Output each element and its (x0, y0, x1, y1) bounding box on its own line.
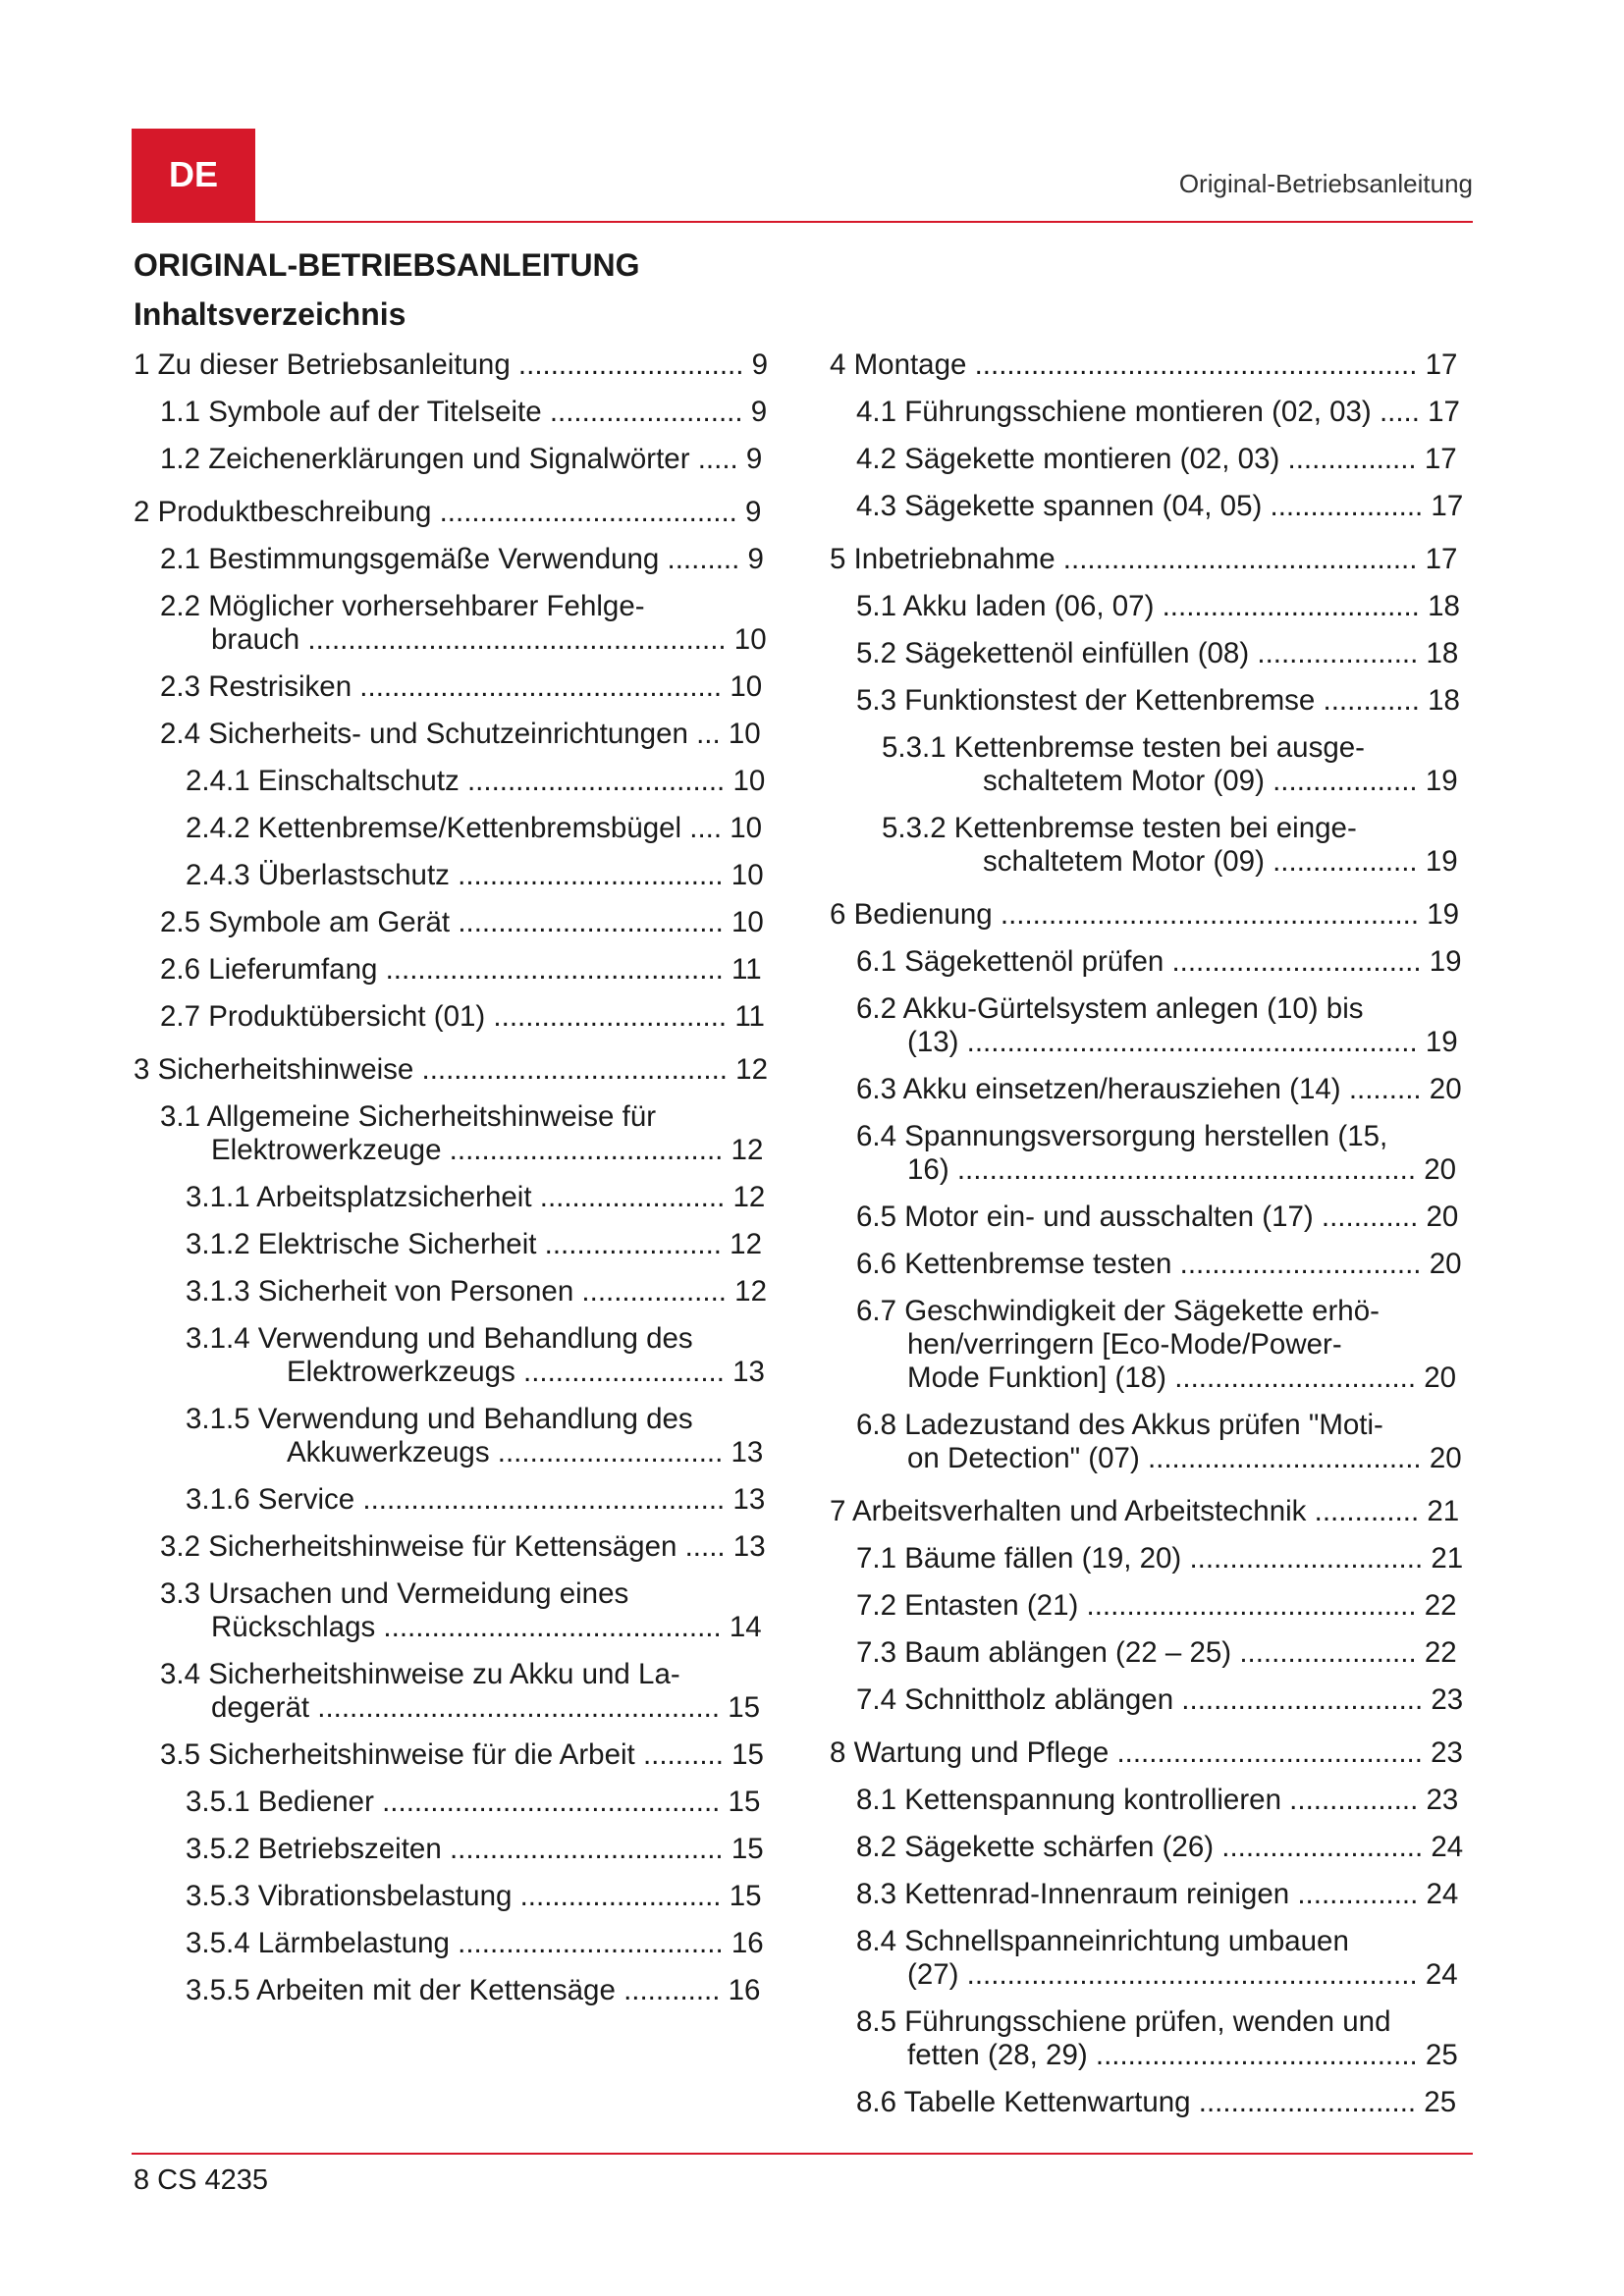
toc-entry-text: 1 Zu dieser Betriebsanleitung (134, 348, 511, 381)
toc-entry-text: (13) (907, 1026, 959, 1058)
dot-leader: ............ (1315, 684, 1420, 717)
toc-entry[interactable] (830, 543, 1468, 576)
dot-leader: ...................................... (413, 1053, 728, 1086)
toc-page-number: 15 (723, 1738, 764, 1771)
toc-entry[interactable] (856, 684, 1468, 718)
dot-leader: ............................ (489, 1436, 724, 1468)
toc-page-number: 15 (723, 1833, 764, 1865)
toc-entry-text: 3.5.2 Betriebszeiten (186, 1833, 442, 1865)
toc-page-number: 20 (1421, 1073, 1462, 1105)
toc-entry-text: 7 Arbeitsverhalten und Arbeitstechnik (830, 1495, 1307, 1527)
dot-leader: ............. (1306, 1495, 1420, 1527)
toc-entry-text: Rückschlags (211, 1611, 376, 1643)
toc-entry-text: 3.1.3 Sicherheit von Personen (186, 1275, 574, 1308)
toc-entry[interactable] (882, 812, 1468, 879)
footer-page-label: 8 CS 4235 (134, 2164, 269, 2196)
toc-entry-text: Mode Funktion] (18) (907, 1362, 1166, 1394)
dot-leader: ................... (1262, 490, 1424, 522)
dot-leader: ..... (677, 1530, 726, 1563)
toc-entry[interactable] (186, 1786, 772, 1819)
toc-entry[interactable] (134, 1053, 772, 1087)
dot-leader: ............................................. (352, 670, 723, 703)
toc-entry[interactable] (856, 1295, 1468, 1395)
toc-page-number: 17 (1416, 443, 1457, 475)
toc-entry[interactable] (856, 2005, 1468, 2072)
dot-leader: ............ (615, 1974, 721, 2006)
toc-entry[interactable] (856, 1073, 1468, 1106)
toc-page-number: 9 (737, 443, 763, 475)
toc-entry[interactable] (856, 1542, 1468, 1575)
toc-entry[interactable] (186, 1275, 772, 1308)
toc-entry[interactable] (856, 1589, 1468, 1623)
toc-page-number: 19 (1419, 898, 1460, 931)
toc-entry[interactable] (856, 637, 1468, 670)
dot-leader: ............................. (485, 1000, 728, 1033)
toc-page-number: 13 (725, 1530, 766, 1563)
toc-page-number: 9 (739, 543, 764, 575)
toc-page-number: 22 (1416, 1636, 1457, 1669)
dot-leader: ......................... (514, 1356, 725, 1388)
toc-entry-text: 3.1.1 Arbeitsplatzsicherheit (186, 1181, 532, 1213)
toc-entry-text: 7.4 Schnittholz ablängen (856, 1683, 1174, 1716)
toc-page-number: 20 (1416, 1153, 1457, 1186)
dot-leader: ............................. (1181, 1542, 1424, 1575)
toc-entry[interactable] (186, 1483, 772, 1517)
toc-entry-text: 3.1.6 Service (186, 1483, 355, 1516)
toc-entry-text: Elektrowerkzeuge (211, 1134, 442, 1166)
toc-entry-text: 6.2 Akku-Gürtelsystem anlegen (10) bis (856, 992, 1364, 1025)
toc-entry-text: 3.4 Sicherheitshinweise zu Akku und La- (160, 1658, 680, 1690)
toc-entry-text: 3.5.1 Bediener (186, 1786, 374, 1818)
toc-entry[interactable] (856, 490, 1468, 523)
dot-leader: ............................ (510, 348, 744, 381)
toc-entry[interactable] (186, 812, 772, 845)
toc-entry[interactable] (856, 396, 1468, 429)
toc-entry[interactable] (856, 1120, 1468, 1187)
toc-entry-text: 7.2 Entasten (21) (856, 1589, 1079, 1622)
toc-entry-text: 8.5 Führungsschiene prüfen, wenden und (856, 2005, 1391, 2038)
toc-entry[interactable] (186, 859, 772, 892)
toc-entry-text: 2.4.3 Überlastschutz (186, 859, 450, 891)
footer-divider (132, 2153, 1473, 2155)
toc-entry[interactable] (856, 443, 1468, 476)
toc-entry[interactable] (856, 992, 1468, 1059)
toc-entry-text: 6.3 Akku einsetzen/herausziehen (14) (856, 1073, 1341, 1105)
toc-page-number: 19 (1417, 1026, 1458, 1058)
toc-page-number: 25 (1417, 2039, 1458, 2071)
toc-entry-text: 6.6 Kettenbremse testen (856, 1248, 1172, 1280)
dot-leader: ..................................... (431, 496, 737, 528)
toc-entry[interactable] (856, 1248, 1468, 1281)
dot-leader: ........................................ (1087, 2039, 1418, 2071)
toc-page-number: 10 (726, 623, 767, 656)
toc-page-number: 11 (723, 953, 762, 986)
toc-entry-text: 2.3 Restrisiken (160, 670, 352, 703)
dot-leader: ..... (689, 443, 738, 475)
toc-entry-text: 2 Produktbeschreibung (134, 496, 432, 528)
toc-entry-text: 3.5 Sicherheitshinweise für die Arbeit (160, 1738, 635, 1771)
toc-entry[interactable] (856, 1636, 1468, 1670)
dot-leader: .................. (1264, 845, 1418, 878)
toc-entry-text: 3.5.5 Arbeiten mit der Kettensäge (186, 1974, 616, 2006)
toc-entry-text: on Detection" (07) (907, 1442, 1140, 1474)
toc-entry-text: 3.1.2 Elektrische Sicherheit (186, 1228, 537, 1260)
toc-entry-text: 2.7 Produktübersicht (01) (160, 1000, 486, 1033)
dot-leader: ........................................................ (958, 1026, 1418, 1058)
toc-entry-text: brauch (211, 623, 300, 656)
toc-entry[interactable] (186, 1880, 772, 1913)
toc-page-number: 10 (723, 906, 764, 938)
toc-page-number: 25 (1416, 2086, 1457, 2118)
dot-leader: .................................................... (299, 623, 727, 656)
dot-leader: .................................. (441, 1833, 724, 1865)
toc-entry[interactable] (186, 1403, 772, 1469)
toc-entry[interactable] (160, 1738, 772, 1772)
dot-leader: ... (687, 718, 721, 750)
dot-leader: .................................. (441, 1134, 724, 1166)
dot-leader: ....................................................... (966, 348, 1418, 381)
toc-heading: Inhaltsverzeichnis (134, 296, 406, 332)
toc-page-number: 15 (720, 1786, 761, 1818)
toc-page-number: 20 (1418, 1201, 1459, 1233)
toc-entry[interactable] (856, 1831, 1468, 1864)
toc-entry[interactable] (186, 1228, 772, 1261)
toc-entry-text: 6.5 Motor ein- und ausschalten (17) (856, 1201, 1314, 1233)
toc-entry-text: 8 Wartung und Pflege (830, 1736, 1110, 1769)
toc-page-number: 10 (722, 812, 763, 844)
toc-entry[interactable] (186, 1833, 772, 1866)
dot-leader: ........................ (541, 396, 743, 428)
toc-entry[interactable] (160, 1100, 772, 1167)
dot-leader: ................................. (450, 906, 724, 938)
dot-leader: .................................................... (992, 898, 1420, 931)
toc-page-number: 22 (1416, 1589, 1457, 1622)
toc-entry-text: hen/verringern [Eco-Mode/Power- (907, 1328, 1342, 1361)
toc-entry-text: 2.4.1 Einschaltschutz (186, 765, 460, 797)
toc-page-number: 9 (742, 396, 768, 428)
dot-leader: ...................................... (1109, 1736, 1423, 1769)
toc-entry[interactable] (186, 765, 772, 798)
toc-page-number: 15 (721, 1880, 762, 1912)
toc-entry[interactable] (856, 2086, 1468, 2119)
toc-entry-text: schaltetem Motor (09) (983, 845, 1265, 878)
toc-entry-text: 8.1 Kettenspannung kontrollieren (856, 1784, 1281, 1816)
toc-entry[interactable] (160, 1577, 772, 1644)
toc-entry-text: schaltetem Motor (09) (983, 765, 1265, 797)
toc-page-number: 20 (1421, 1442, 1462, 1474)
toc-entry-text: 2.6 Lieferumfang (160, 953, 378, 986)
toc-page-number: 17 (1417, 543, 1458, 575)
toc-page-number: 13 (725, 1483, 766, 1516)
toc-page-number: 17 (1419, 396, 1460, 428)
toc-entry-text: (27) (907, 1958, 959, 1991)
toc-entry[interactable] (830, 348, 1468, 382)
toc-entry-text: 6.1 Sägekettenöl prüfen (856, 945, 1164, 978)
dot-leader: ......................... (1214, 1831, 1424, 1863)
toc-entry-text: Akkuwerkzeugs (287, 1436, 490, 1468)
toc-entry[interactable] (856, 590, 1468, 623)
toc-page-number: 17 (1417, 348, 1458, 381)
toc-entry-text: 8.6 Tabelle Kettenwartung (856, 2086, 1191, 2118)
dot-leader: ......... (1340, 1073, 1422, 1105)
toc-page-number: 23 (1418, 1784, 1459, 1816)
toc-page-number: 19 (1417, 845, 1458, 878)
toc-entry-text: Elektrowerkzeugs (287, 1356, 515, 1388)
dot-leader: .................................. (1139, 1442, 1422, 1474)
toc-entry[interactable] (160, 396, 772, 429)
dot-leader: ............................................. (354, 1483, 726, 1516)
toc-entry-text: 4.2 Sägekette montieren (02, 03) (856, 443, 1280, 475)
dot-leader: ............................... (1164, 945, 1422, 978)
toc-entry-text: 5.3 Funktionstest der Kettenbremse (856, 684, 1316, 717)
dot-leader: ................................. (449, 1927, 724, 1959)
dot-leader: ........................................................ (958, 1958, 1418, 1991)
toc-entry[interactable] (186, 1927, 772, 1960)
toc-entry[interactable] (830, 1495, 1468, 1528)
header-divider (132, 221, 1473, 223)
toc-page-number: 11 (727, 1000, 765, 1033)
toc-page-number: 12 (725, 1181, 766, 1213)
toc-entry[interactable] (160, 953, 772, 987)
toc-entry-text: 8.3 Kettenrad-Innenraum reinigen (856, 1878, 1290, 1910)
dot-leader: ......... (659, 543, 740, 575)
toc-entry[interactable] (186, 1181, 772, 1214)
dot-leader: .......................................... (375, 1611, 722, 1643)
toc-entry[interactable] (134, 496, 772, 529)
dot-leader: ...................... (1231, 1636, 1417, 1669)
toc-entry-text: fetten (28, 29) (907, 2039, 1088, 2071)
toc-entry-text: 3.1.4 Verwendung und Behandlung des (186, 1322, 693, 1355)
toc-page-number: 12 (726, 1275, 767, 1308)
toc-entry-text: 6.4 Spannungsversorgung herstellen (15, (856, 1120, 1388, 1152)
toc-page-number: 19 (1421, 945, 1462, 978)
toc-entry-text: 2.4 Sicherheits- und Schutzeinrichtungen (160, 718, 688, 750)
toc-entry-text: 4.1 Führungsschiene montieren (02, 03) (856, 396, 1372, 428)
dot-leader: ............................................ (1055, 543, 1418, 575)
toc-entry[interactable] (160, 543, 772, 576)
dot-leader: .............................. (1173, 1683, 1424, 1716)
dot-leader: ....................... (531, 1181, 726, 1213)
toc-entry-text: 5.3.1 Kettenbremse testen bei ausge- (882, 731, 1365, 764)
dot-leader: ......................................................... (948, 1153, 1417, 1186)
toc-entry[interactable] (186, 1322, 772, 1389)
dot-leader: .......... (634, 1738, 724, 1771)
toc-page-number: 9 (736, 496, 762, 528)
toc-page-number: 24 (1417, 1958, 1458, 1991)
document-title: ORIGINAL-BETRIEBSANLEITUNG (134, 247, 640, 283)
toc-entry-text: 3.5.4 Lärmbelastung (186, 1927, 450, 1959)
toc-entry-text: 4 Montage (830, 348, 967, 381)
toc-entry[interactable] (856, 1925, 1468, 1992)
dot-leader: .......................................... (377, 953, 724, 986)
toc-entry-text: 2.4.2 Kettenbremse/Kettenbremsbügel (186, 812, 682, 844)
toc-entry-text: 7.1 Bäume fällen (19, 20) (856, 1542, 1182, 1575)
toc-entry-text: 3.1 Allgemeine Sicherheitshinweise für (160, 1100, 657, 1133)
dot-leader: .......................................... (373, 1786, 721, 1818)
toc-page-number: 21 (1423, 1542, 1464, 1575)
toc-page-number: 18 (1419, 590, 1460, 622)
toc-entry-text: 3.3 Ursachen und Vermeidung eines (160, 1577, 629, 1610)
toc-page-number: 14 (721, 1611, 762, 1643)
toc-page-number: 10 (720, 718, 761, 750)
toc-entry[interactable] (160, 670, 772, 704)
toc-entry[interactable] (856, 945, 1468, 979)
toc-page-number: 23 (1423, 1683, 1464, 1716)
toc-entry-text: 3 Sicherheitshinweise (134, 1053, 414, 1086)
toc-entry[interactable] (856, 1683, 1468, 1717)
toc-page-number: 20 (1416, 1362, 1457, 1394)
toc-entry[interactable] (160, 443, 772, 476)
toc-entry-text: 1.2 Zeichenerklärungen und Signalwörter (160, 443, 690, 475)
toc-entry-text: 2.1 Bestimmungsgemäße Verwendung (160, 543, 660, 575)
header-title: Original-Betriebsanleitung (1178, 169, 1473, 198)
toc-page-number: 9 (743, 348, 769, 381)
toc-entry-text: 8.2 Sägekette schärfen (26) (856, 1831, 1215, 1863)
toc-page-number: 16 (723, 1927, 764, 1959)
toc-page-number: 18 (1419, 684, 1460, 717)
dot-leader: .................. (573, 1275, 727, 1308)
toc-entry-text: 6.8 Ladezustand des Akkus prüfen "Moti- (856, 1409, 1383, 1441)
toc-page-number: 12 (727, 1053, 768, 1086)
toc-entry[interactable] (160, 1530, 772, 1564)
toc-entry[interactable] (856, 1878, 1468, 1911)
toc-entry[interactable] (160, 590, 772, 657)
toc-page-number: 23 (1422, 1736, 1463, 1769)
dot-leader: .................... (1249, 637, 1419, 669)
toc-entry[interactable] (160, 718, 772, 751)
toc-entry-text: 3.5.3 Vibrationsbelastung (186, 1880, 513, 1912)
dot-leader: .............................. (1171, 1248, 1422, 1280)
toc-entry-text: 16) (907, 1153, 949, 1186)
toc-entry-text: 7.3 Baum ablängen (22 – 25) (856, 1636, 1232, 1669)
toc-entry-text: 5.1 Akku laden (06, 07) (856, 590, 1155, 622)
dot-leader: ............ (1313, 1201, 1419, 1233)
dot-leader: ................ (1280, 1784, 1419, 1816)
dot-leader: ......................................... (1078, 1589, 1417, 1622)
toc-entry-text: 6 Bedienung (830, 898, 993, 931)
toc-page-number: 24 (1423, 1831, 1464, 1863)
dot-leader: ...................... (536, 1228, 722, 1260)
dot-leader: ........................... (1190, 2086, 1417, 2118)
toc-page-number: 13 (723, 1436, 764, 1468)
toc-entry[interactable] (134, 348, 772, 382)
toc-entry[interactable] (186, 1974, 772, 2007)
toc-entry[interactable] (856, 1409, 1468, 1475)
language-badge: DE (132, 129, 255, 221)
toc-entry-text: 5 Inbetriebnahme (830, 543, 1056, 575)
dot-leader: ............... (1289, 1878, 1419, 1910)
toc-page-number: 10 (723, 859, 764, 891)
toc-page-number: 10 (725, 765, 766, 797)
toc-page-number: 12 (723, 1134, 764, 1166)
toc-entry-text: 3.1.5 Verwendung und Behandlung des (186, 1403, 693, 1435)
toc-entry-text: 4.3 Sägekette spannen (04, 05) (856, 490, 1263, 522)
toc-page-number: 13 (724, 1356, 765, 1388)
toc-entry[interactable] (830, 898, 1468, 932)
dot-leader: ......................... (512, 1880, 722, 1912)
toc-entry[interactable] (830, 1736, 1468, 1770)
toc-entry[interactable] (856, 1784, 1468, 1817)
toc-entry-text: 3.2 Sicherheitshinweise für Kettensägen (160, 1530, 677, 1563)
toc-page-number: 21 (1419, 1495, 1460, 1527)
toc-entry-text: 6.7 Geschwindigkeit der Sägekette erhö- (856, 1295, 1380, 1327)
toc-entry-text: 5.2 Sägekettenöl einfüllen (08) (856, 637, 1250, 669)
dot-leader: ................ (1279, 443, 1417, 475)
toc-entry-text: 2.2 Möglicher vorhersehbarer Fehlge- (160, 590, 645, 622)
toc-page-number: 17 (1423, 490, 1464, 522)
toc-entry[interactable] (882, 731, 1468, 798)
dot-leader: ..... (1371, 396, 1420, 428)
toc-page-number: 19 (1417, 765, 1458, 797)
dot-leader: .............................. (1166, 1362, 1417, 1394)
toc-entry-text: 1.1 Symbole auf der Titelseite (160, 396, 542, 428)
toc-page-number: 16 (720, 1974, 761, 2006)
toc-page-number: 18 (1418, 637, 1459, 669)
dot-leader: .... (681, 812, 723, 844)
dot-leader: ................................ (459, 765, 726, 797)
toc-entry[interactable] (160, 1000, 772, 1034)
dot-leader: .................. (1264, 765, 1418, 797)
toc-page-number: 15 (720, 1691, 761, 1724)
toc-entry-text: degerät (211, 1691, 310, 1724)
dot-leader: .................................................. (309, 1691, 721, 1724)
toc-page-number: 20 (1421, 1248, 1462, 1280)
toc-entry[interactable] (856, 1201, 1468, 1234)
toc-page-number: 24 (1418, 1878, 1459, 1910)
toc-entry[interactable] (160, 906, 772, 939)
dot-leader: ................................. (449, 859, 724, 891)
toc-entry-text: 5.3.2 Kettenbremse testen bei einge- (882, 812, 1357, 844)
toc-page-number: 12 (721, 1228, 762, 1260)
toc-entry-text: 2.5 Symbole am Gerät (160, 906, 451, 938)
toc-page-number: 10 (722, 670, 763, 703)
toc-entry[interactable] (160, 1658, 772, 1725)
toc-entry-text: 8.4 Schnellspanneinrichtung umbauen (856, 1925, 1349, 1957)
dot-leader: ................................ (1154, 590, 1420, 622)
